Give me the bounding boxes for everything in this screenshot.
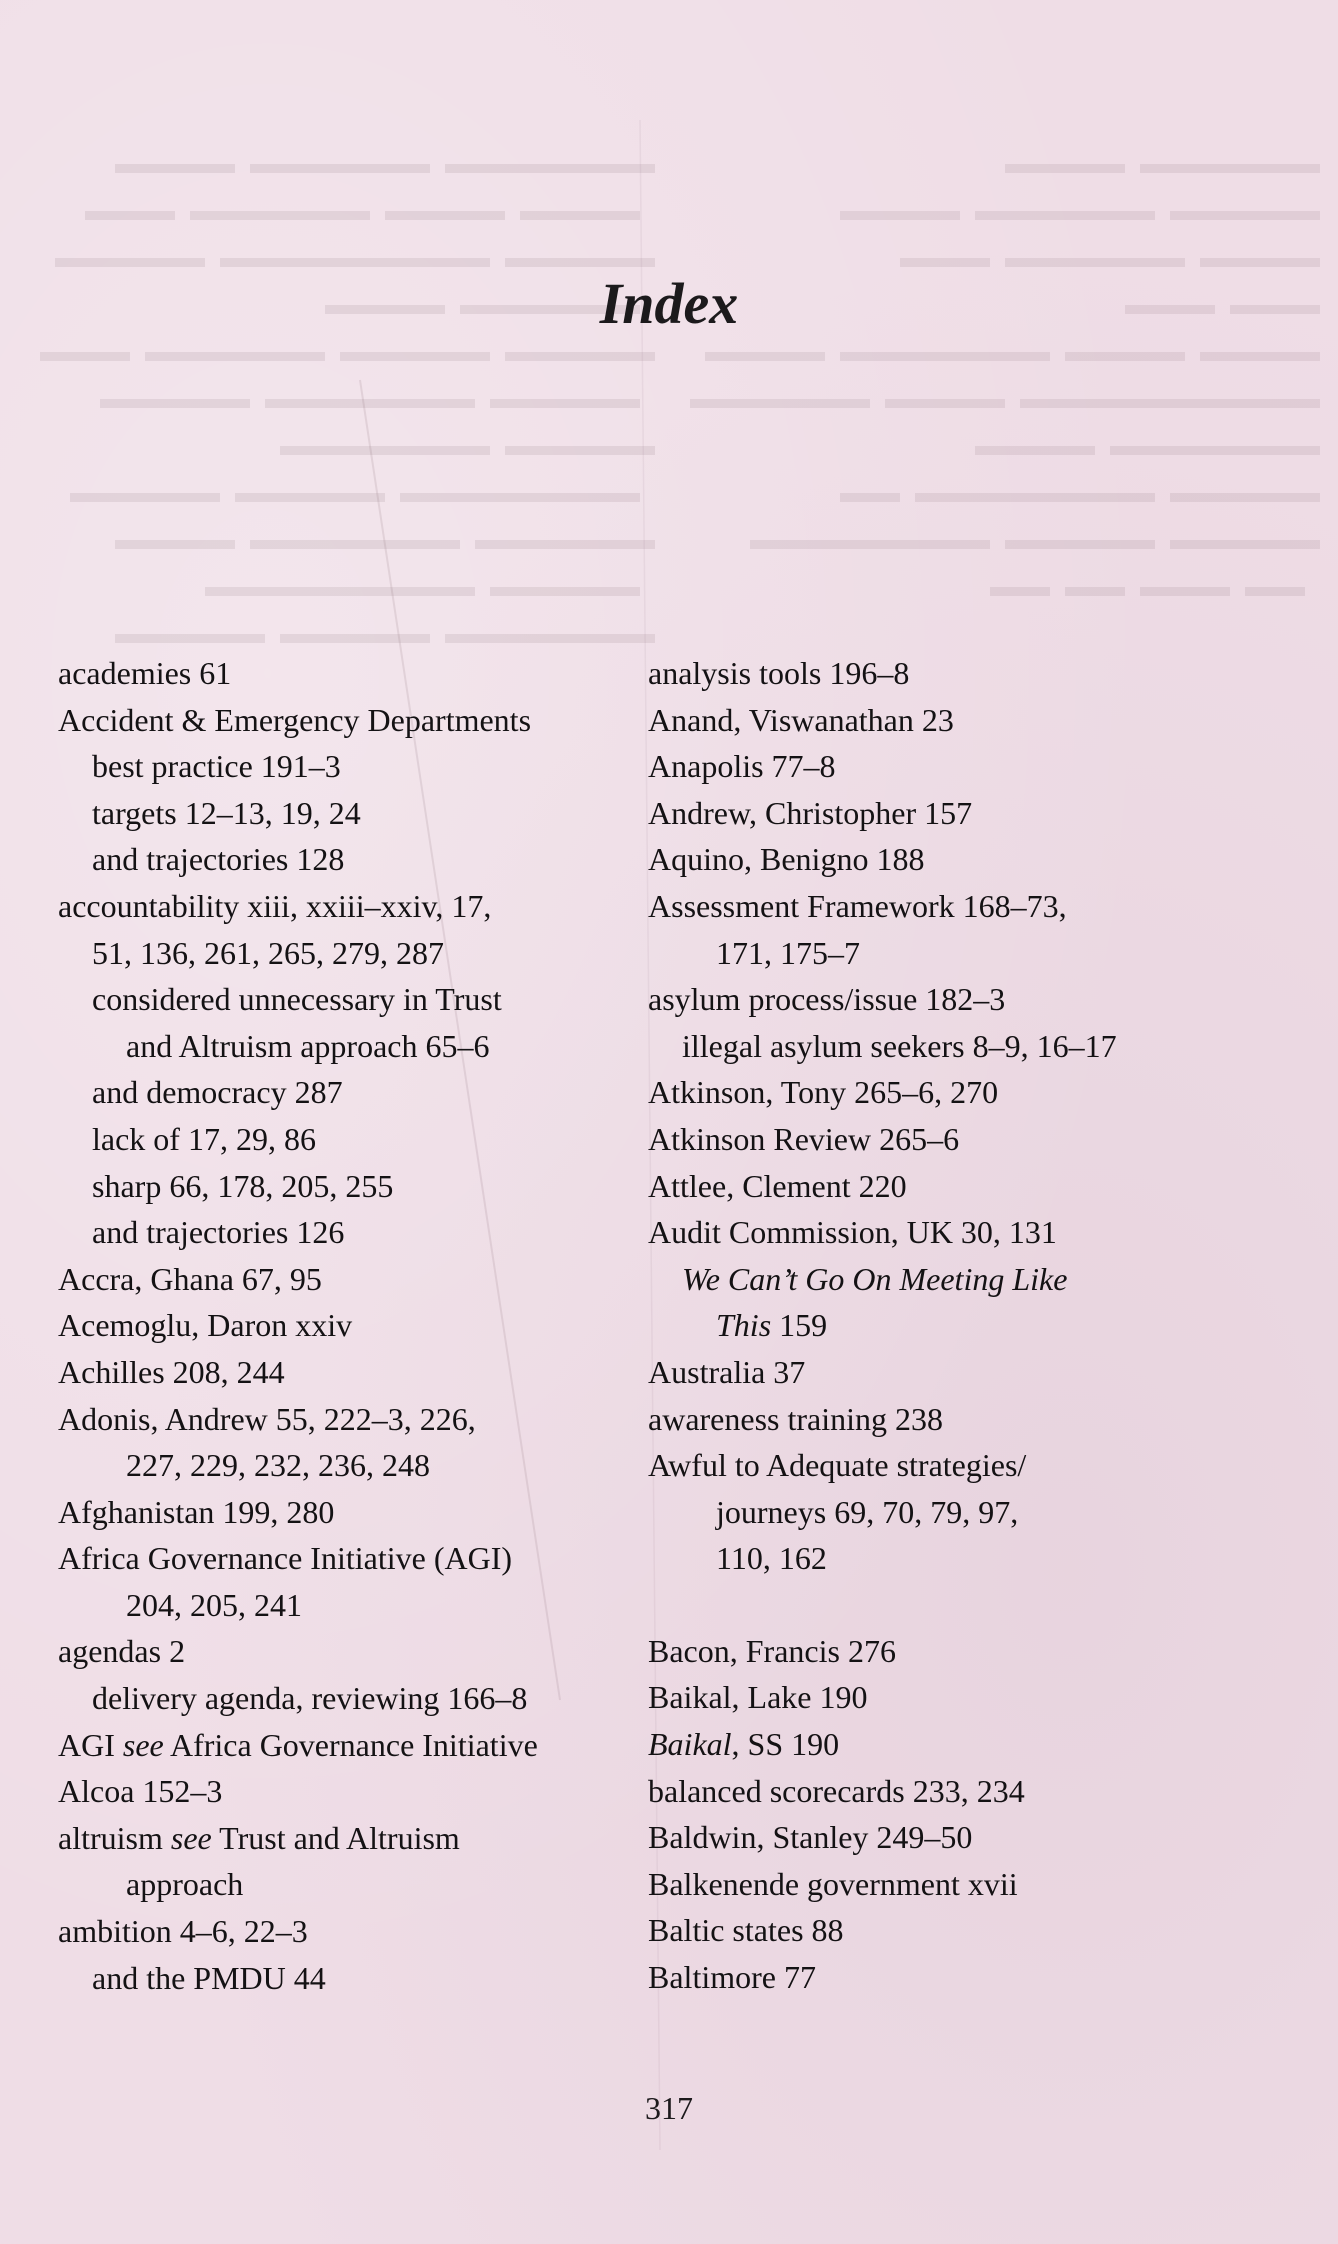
index-text: Baikal, Lake 190 [648,1679,868,1716]
index-text: asylum process/issue 182–3 [648,981,1006,1018]
index-text: accountability xiii, xxiii–xxiv, 17, [58,887,492,924]
index-text: 159 [771,1307,828,1344]
index-subentry [58,1116,658,1163]
index-text: and the PMDU 44 [92,1959,326,1996]
index-entry [648,1628,1308,1675]
index-text: 110, 162 [716,1540,827,1577]
index-text: Baltic states 88 [648,1912,844,1949]
index-entry [648,1116,1308,1163]
index-text: 171, 175–7 [716,934,860,971]
show-through-right: ▬▬▬▬▬▬ ▬▬▬▬ ▬▬▬▬▬ ▬▬▬▬▬▬ ▬▬▬▬ ▬▬▬▬ ▬▬▬▬▬▬ ▬▬▬ ▬▬▬ ▬▬▬ ▬▬▬▬ ▬▬▬▬ ▬▬▬▬▬▬▬ ▬▬▬▬ ▬▬▬▬▬▬▬▬▬▬ ▬▬▬▬ ▬▬▬▬▬▬ ▬▬▬▬▬▬▬ ▬▬▬▬ ▬▬▬▬▬ ▬▬▬▬▬▬▬▬ ▬▬ ▬▬▬▬▬ ▬▬▬▬▬ ▬▬▬▬▬▬▬▬ ▬▬ ▬▬▬ ▬▬ ▬▬ [690,147,1320,603]
index-subentry [58,1955,658,2002]
index-text: Atkinson, Tony 265–6, 270 [648,1074,999,1111]
index-subentry [648,1023,1308,1070]
index-entry [58,1396,658,1443]
index-text: targets 12–13, 19, 24 [92,794,361,831]
index-column-right [648,650,1308,2001]
index-text: Baikal [648,1726,732,1763]
index-subentry [58,1442,658,1489]
index-text: Accra, Ghana 67, 95 [58,1260,322,1297]
index-entry [58,1535,658,1582]
index-text: journeys 69, 70, 79, 97, [716,1493,1019,1530]
index-text: best practice 191–3 [92,748,341,785]
index-text: Alcoa 152–3 [58,1773,223,1810]
index-text: see [170,1819,212,1856]
index-text: awareness training 238 [648,1400,944,1437]
index-subentry [648,1302,1308,1349]
index-entry [58,650,658,697]
index-entry [648,1907,1308,1954]
index-text: lack of 17, 29, 86 [92,1120,316,1157]
index-text: see [122,1726,164,1763]
index-entry [58,1489,658,1536]
index-text: Afghanistan 199, 280 [58,1493,335,1530]
index-entry [58,1628,658,1675]
index-text: Assessment Framework 168–73, [648,887,1067,924]
index-text: Achilles 208, 244 [58,1353,285,1390]
index-entry [58,1302,658,1349]
index-text: balanced scorecards 233, 234 [648,1772,1025,1809]
index-entry [58,1768,658,1815]
index-entry [648,743,1308,790]
index-text: 204, 205, 241 [126,1586,302,1623]
index-subentry [58,1163,658,1210]
index-text: and Altruism approach 65–6 [126,1027,490,1064]
index-text: Anapolis 77–8 [648,748,836,785]
index-subentry [58,930,658,977]
index-subentry [58,743,658,790]
index-entry [648,1768,1308,1815]
index-subentry [58,1582,658,1629]
index-subentry [58,976,658,1023]
index-subentry [648,930,1308,977]
index-entry [58,1256,658,1303]
index-entry [648,1163,1308,1210]
index-text: considered unnecessary in Trust [92,981,502,1018]
index-entry [648,1069,1308,1116]
index-text: agendas 2 [58,1633,186,1670]
index-entry [58,697,658,744]
index-text: We Can’t Go On Meeting Like [682,1260,1068,1297]
index-entry [58,883,658,930]
index-text: Attlee, Clement 220 [648,1167,907,1204]
index-entry [648,1674,1308,1721]
index-entry [58,1908,658,1955]
show-through-left: ▬▬▬▬▬▬▬ ▬▬▬▬▬▬ ▬▬▬▬ ▬▬▬▬ ▬▬▬▬ ▬▬▬▬▬▬ ▬▬▬ ▬▬▬▬▬ ▬▬▬▬▬▬▬▬▬ ▬▬▬▬▬ ▬▬▬▬▬▬ ▬▬▬▬ ▬▬▬▬▬ ▬▬▬▬▬ ▬▬▬▬▬▬ ▬▬▬ ▬▬▬▬▬ ▬▬▬▬▬▬▬ ▬▬▬▬▬ ▬▬▬▬▬ ▬▬▬▬▬▬▬ ▬▬▬▬▬▬▬▬ ▬▬▬▬▬ ▬▬▬▬▬ ▬▬▬▬▬▬ ▬▬▬▬▬▬▬ ▬▬▬▬ ▬▬▬▬▬ ▬▬▬▬▬▬▬▬▬ ▬▬▬▬▬▬▬ ▬▬▬▬▬ ▬▬▬▬▬ [40,147,655,650]
index-entry [648,1721,1308,1768]
index-text: delivery agenda, reviewing 166–8 [92,1680,528,1717]
index-entry [648,883,1308,930]
index-entry [648,790,1308,837]
index-subentry [58,1861,658,1908]
index-text: sharp 66, 178, 205, 255 [92,1167,394,1204]
index-subentry [58,1675,658,1722]
index-text: academies 61 [58,655,232,691]
page-title: Index [599,271,739,336]
index-entry [648,1396,1308,1443]
index-entry [648,650,1308,697]
index-text: Bacon, Francis 276 [648,1632,896,1669]
index-entry [648,1349,1308,1396]
index-subentry [58,836,658,883]
index-text: Awful to Adequate strategies/ [648,1447,1027,1484]
index-text: 227, 229, 232, 236, 248 [126,1447,430,1484]
index-text: Aquino, Benigno 188 [648,841,925,878]
index-subentry [58,1023,658,1070]
index-subentry [58,1209,658,1256]
index-subentry [58,790,658,837]
index-entry [648,697,1308,744]
index-text: and trajectories 126 [92,1214,345,1251]
index-text: and democracy 287 [92,1074,343,1111]
index-entry [58,1349,658,1396]
index-text: Baltimore 77 [648,1959,816,1996]
index-subentry [648,1489,1308,1536]
index-text: This [716,1307,772,1344]
index-text: Atkinson Review 265–6 [648,1120,960,1157]
index-text: Adonis, Andrew 55, 222–3, 226, [58,1400,476,1437]
index-text: approach [126,1866,244,1903]
index-text: Acemoglu, Daron xxiv [58,1307,353,1344]
page-number: 317 [645,2090,693,2126]
index-text: Africa Governance Initiative (AGI) [58,1540,512,1577]
index-entry [58,1815,658,1862]
index-text: Anand, Viswanathan 23 [648,701,954,738]
index-text: 51, 136, 261, 265, 279, 287 [92,934,444,971]
index-entry [648,1442,1308,1489]
index-entry [648,976,1308,1023]
index-text: Accident & Emergency Departments [58,701,532,738]
index-subentry [648,1256,1308,1303]
index-subentry [58,1069,658,1116]
index-text: , SS 190 [731,1726,840,1763]
index-text: Audit Commission, UK 30, 131 [648,1214,1057,1251]
index-entry [648,1209,1308,1256]
index-text: Balkenende government xvii [648,1865,1018,1902]
index-text: Australia 37 [648,1353,806,1390]
index-text: Trust and Altruism [211,1819,460,1856]
index-text: illegal asylum seekers 8–9, 16–17 [682,1027,1117,1064]
index-text: and trajectories 128 [92,841,345,878]
index-text: analysis tools 196–8 [648,655,910,691]
index-entry [648,836,1308,883]
index-text: Africa Governance Initiative [163,1726,538,1763]
index-subentry [648,1535,1308,1582]
index-text: Baldwin, Stanley 249–50 [648,1819,973,1856]
index-entry [648,1814,1308,1861]
index-text: altruism [58,1819,171,1856]
index-text: ambition 4–6, 22–3 [58,1913,308,1950]
index-text: AGI [58,1726,123,1763]
index-entry [648,1954,1308,2001]
index-entry [648,1861,1308,1908]
index-text: Andrew, Christopher 157 [648,794,973,831]
index-entry [58,1722,658,1769]
index-column-left [58,650,658,2001]
